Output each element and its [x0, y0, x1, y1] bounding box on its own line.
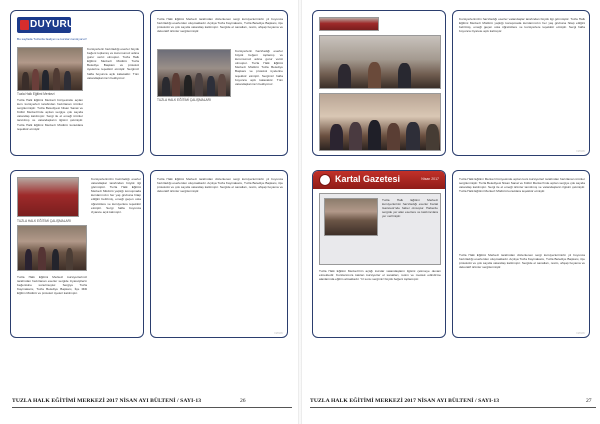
torun-article-card	[10, 170, 144, 338]
duyuru-banner	[17, 17, 75, 33]
sergi-photo-bottom	[319, 93, 441, 151]
sergi-text-card	[452, 10, 590, 156]
torun-photo	[17, 225, 87, 271]
kartal-continued-top: Tuzla Halk Eğitimi Merkezi bünyesinde açılan kurs kursiyerleri tarafından hazırlanan ürünler sergilenmiştir. Tuzla Belediyesi Nisan Sanat ve Kültür Merkezi'nde açılan sergiye çok sayıda vatandaş katılmıştır. Sergi ile el emeği ürünler tanıtılmış ve vatandaşların ilgisini çekmiştir. Tuzla Halk Eğitimi Merkezi Müdürü konuklara teşekkür etmiştir.	[459, 177, 585, 194]
sergi-logo-strip	[319, 17, 379, 31]
torun-body-left: Tuzla Halk Eğitimi Merkezi kursiyerlerimiz tarafından hazırlanan eserler sergide ziyaretçilerin beğenisine sunulmuştur. Sergiye Tuzla Kaymakamı, Tuzla Belediye Başkanı, İlçe Milli Eğitim Müdürü ve protokol üyeleri katılmıştır.	[17, 275, 87, 296]
sergi-watermark: www	[576, 148, 585, 153]
galeri-photo-caption: TUZLA HALK EĞİTİMİ ÇALIŞMALARI	[157, 98, 211, 102]
left-page	[2, 0, 298, 424]
kartal-continued-bottom: Tuzla Halk Eğitimi Merkezi tarafından düzenlenen sergi kursiyerlerimizin yıl boyunca hazırladığı eserlerden oluşmaktadır. Açılışa Tuzla Kaymakamı, Tuzla Belediye Başkanı, ilçe protokolü ve çok sayıda vatandaş katılmıştır. Sergide el sanatları, resim, ahşap boyama ve dekoratif ürünler sergilenmiştir.	[459, 253, 585, 270]
torun-continued-card	[150, 170, 288, 338]
torun-logo-photo	[17, 177, 79, 217]
duyuru-lead: Bu sayfada Tuzla'da faaliyet ve kursları tanıtıyoruz!	[17, 37, 87, 41]
left-page-number: 26	[240, 398, 246, 404]
kartal-clip-photo	[324, 198, 378, 236]
right-footer-rule	[310, 407, 596, 408]
right-footer-title: TUZLA HALK EĞİTİMİ MERKEZİ 2017 NİSAN AYI BÜLTENİ / SAYI-13	[310, 398, 500, 404]
kartal-continued-card	[452, 170, 590, 338]
galeri-photo	[157, 49, 231, 97]
sergi-photos-card	[312, 10, 446, 156]
kartal-banner-date: Nisan 2017	[421, 177, 439, 181]
torun-body-right: Kursiyerlerimizin hazırladığı eserler vatandaşlar tarafından büyük ilgi görmüştür. Tuzla Halk Eğitimi Merkezi Müdürü yaptığı konuşmada kurslarımızın her yaş grubuna hitap ettiğini belirtmiş, emeği geçen usta öğreticilere ve kursiyerlere teşekkür etmiştir. Sergi hafta boyunca ziyarete açık kalmıştır.	[91, 177, 141, 214]
left-footer-rule	[12, 407, 292, 408]
left-footer	[12, 398, 292, 408]
page-gutter	[298, 0, 302, 424]
kartal-watermark: www	[576, 330, 585, 335]
torun-continued-body: Tuzla Halk Eğitimi Merkezi tarafından düzenlenen sergi kursiyerlerimizin yıl boyunca hazırladığı eserlerden oluşmaktadır. Açılışa Tuzla Kaymakamı, Tuzla Belediye Başkanı, ilçe protokolü ve çok sayıda vatandaş katılmıştır. Sergide el sanatları, resim, ahşap boyama ve dekoratif ürünler sergilenmiştir.	[157, 177, 283, 194]
duyuru-photo	[17, 47, 83, 91]
kartal-banner-title: Kartal Gazetesi	[335, 174, 401, 184]
duyuru-body-left: Tuzla Halk Eğitimi Merkezi bünyesinde açılan kurs kursiyerleri tarafından hazırlanan ürünler sergilenmiştir. Tuzla Belediyesi Nisan Sanat ve Kültür Merkezi'nde açılan sergiye çok sayıda vatandaş katılmıştır. Sergi ile el emeği ürünler tanıtılmış ve vatandaşların ilgisini çekmiştir. Tuzla Halk Eğitimi Merkezi Müdürü konuklara teşekkür etmiştir.	[17, 98, 83, 131]
torun-watermark: www	[274, 330, 283, 335]
left-footer-title: TUZLA HALK EĞİTİMİ MERKEZİ 2017 NİSAN AYI BÜLTENİ / SAYI-13	[12, 398, 202, 404]
kartal-article-card	[312, 170, 446, 338]
galeri-body-continued: Kursiyerlerin hazırladığı eserler büyük beğeni toplamış ve kurumumuz adına gurur verici olmuştur. Tuzla Halk Eğitimi Merkezi Müdürü Tuzla Belediye Başkanı ve protokol üyelerine teşekkür etmiştir. Sergimiz hafta boyunca açık kalacaktır. Tüm vatandaşlarımızı bekliyoruz.	[235, 49, 283, 86]
kartal-news-clipping	[319, 193, 441, 265]
galeri-article-card	[150, 10, 288, 156]
kartal-body: Tuzla Halk Eğitimi Merkezi'nin açtığı kurslar vatandaşların ilgisini çekmeye devam etmektedir. Kurslarımıza katılan kursiyerler el sanatları, resim ve meslek edindirme alanlarında eğitim almaktadır. Yıl sonu sergimiz büyük beğeni toplamıştır.	[319, 269, 441, 282]
duyuru-logo-icon	[20, 20, 29, 30]
sergi-photo-top	[319, 35, 441, 89]
duyuru-banner-label: DUYURU	[30, 19, 75, 30]
kartal-banner	[313, 171, 445, 189]
duyuru-photo-caption: Tuzla Halk Eğitimi Merkezi	[17, 92, 55, 96]
right-page-number: 27	[586, 398, 592, 404]
duyuru-body-right: Kursiyerlerin hazırladığı eserler büyük beğeni toplamış ve kurumumuz adına gurur verici olmuştur. Tuzla Halk Eğitimi Merkezi Müdürü Tuzla Belediye Başkanı ve protokol üyelerine teşekkür etmiştir. Sergimiz hafta boyunca açık kalacaktır. Tüm vatandaşlarımızı bekliyoruz.	[87, 47, 139, 80]
galeri-body: Tuzla Halk Eğitimi Merkezi tarafından düzenlenen sergi kursiyerlerimizin yıl boyunca hazırladığı eserlerden oluşmaktadır. Açılışa Tuzla Kaymakamı, Tuzla Belediye Başkanı, ilçe protokolü ve çok sayıda vatandaş katılmıştır. Sergide el sanatları, resim, ahşap boyama ve dekoratif ürünler sergilenmiştir.	[157, 17, 283, 34]
kartal-logo-icon	[319, 174, 331, 186]
torun-photo-caption: TUZLA HALK EĞİTİMİ ÇALIŞMALARI	[17, 219, 71, 223]
duyuru-article-card	[10, 10, 144, 156]
kartal-clip-text: Tuzla Halk Eğitimi Merkezi kursiyerlerinin hazırladığı eserler Kartal Gazetesi'nde haber olmuştur. Haberde sergide yer alan eserlere ve katılımcılara yer verilmiştir.	[382, 198, 438, 219]
sergi-body: Kursiyerlerimizin hazırladığı eserler vatandaşlar tarafından büyük ilgi görmüştür. Tuzla Halk Eğitimi Merkezi Müdürü yaptığı konuşmada kurslarımızın her yaş grubuna hitap ettiğini belirtmiş, emeği geçen usta öğreticilere ve kursiyerlere teşekkür etmiştir. Sergi hafta boyunca ziyarete açık kalmıştır.	[459, 17, 585, 34]
right-page	[304, 0, 600, 424]
right-footer	[310, 398, 596, 408]
